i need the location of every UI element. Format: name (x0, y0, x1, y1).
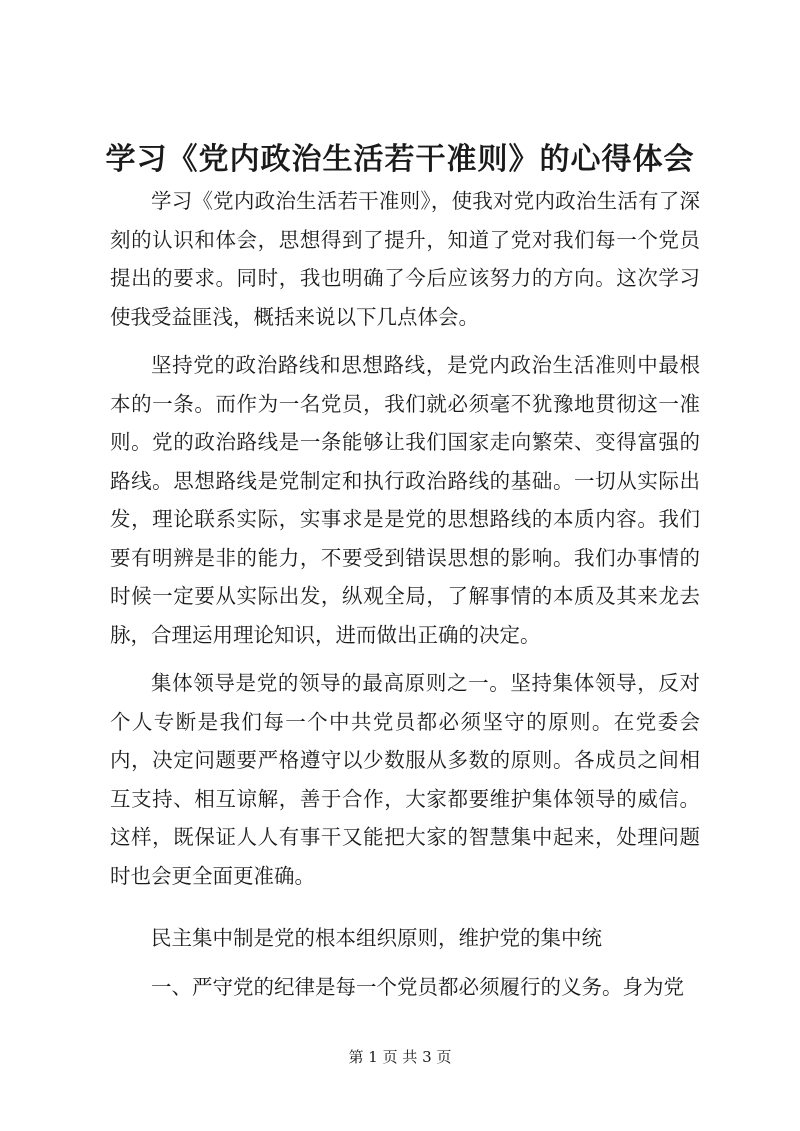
document-title: 学习《党内政治生活若干准则》的心得体会 (105, 142, 695, 177)
paragraph-2: 坚持党的政治路线和思想路线，是党内政治生活准则中最根本的一条。而作为一名党员，我们就必须毫不犹豫地贯彻这一准则。党的政治路线是一条能够让我们国家走向繁荣、变得富强的路线。思想路线是党制定和执行政治路线的基础。一切从实际出发，理论联系实际，实事求是是党的思想路线的本质内容。我们要有明辨是非的能力，不要受到错误思想的影响。我们办事情的时候一定要从实际出发，纵观全局，了解事情的本质及其来龙去脉，合理运用理论知识，进而做出正确的决定。 (110, 353, 700, 647)
document-body (110, 182, 700, 1016)
paragraph-4: 民主集中制是党的根本组织原则，维护党的集中统 (151, 926, 602, 950)
page-footer: 第 1 页 共 3 页 (348, 1048, 452, 1066)
paragraph-3: 集体领导是党的领导的最高原则之一。坚持集体领导，反对个人专断是我们每一个中共党员都必须坚守的原则。在党委会内，决定问题要严格遵守以少数服从多数的原则。各成员之间相互支持、相互谅解，善于合作，大家都要维护集体领导的威信。这样，既保证人人有事干又能把大家的智慧集中起来，处理问题时也会更全面更准确。 (110, 671, 700, 888)
paragraph-1: 学习《党内政治生活若干准则》，使我对党内政治生活有了深刻的认识和体会，思想得到了提升，知道了党对我们每一个党员提出的要求。同时，我也明确了今后应该努力的方向。这次学习使我受益匪浅，概括来说以下几点体会。 (110, 189, 700, 329)
paragraph-5: 一、严守党的纪律是每一个党员都必须履行的义务。身为党 (151, 974, 684, 999)
